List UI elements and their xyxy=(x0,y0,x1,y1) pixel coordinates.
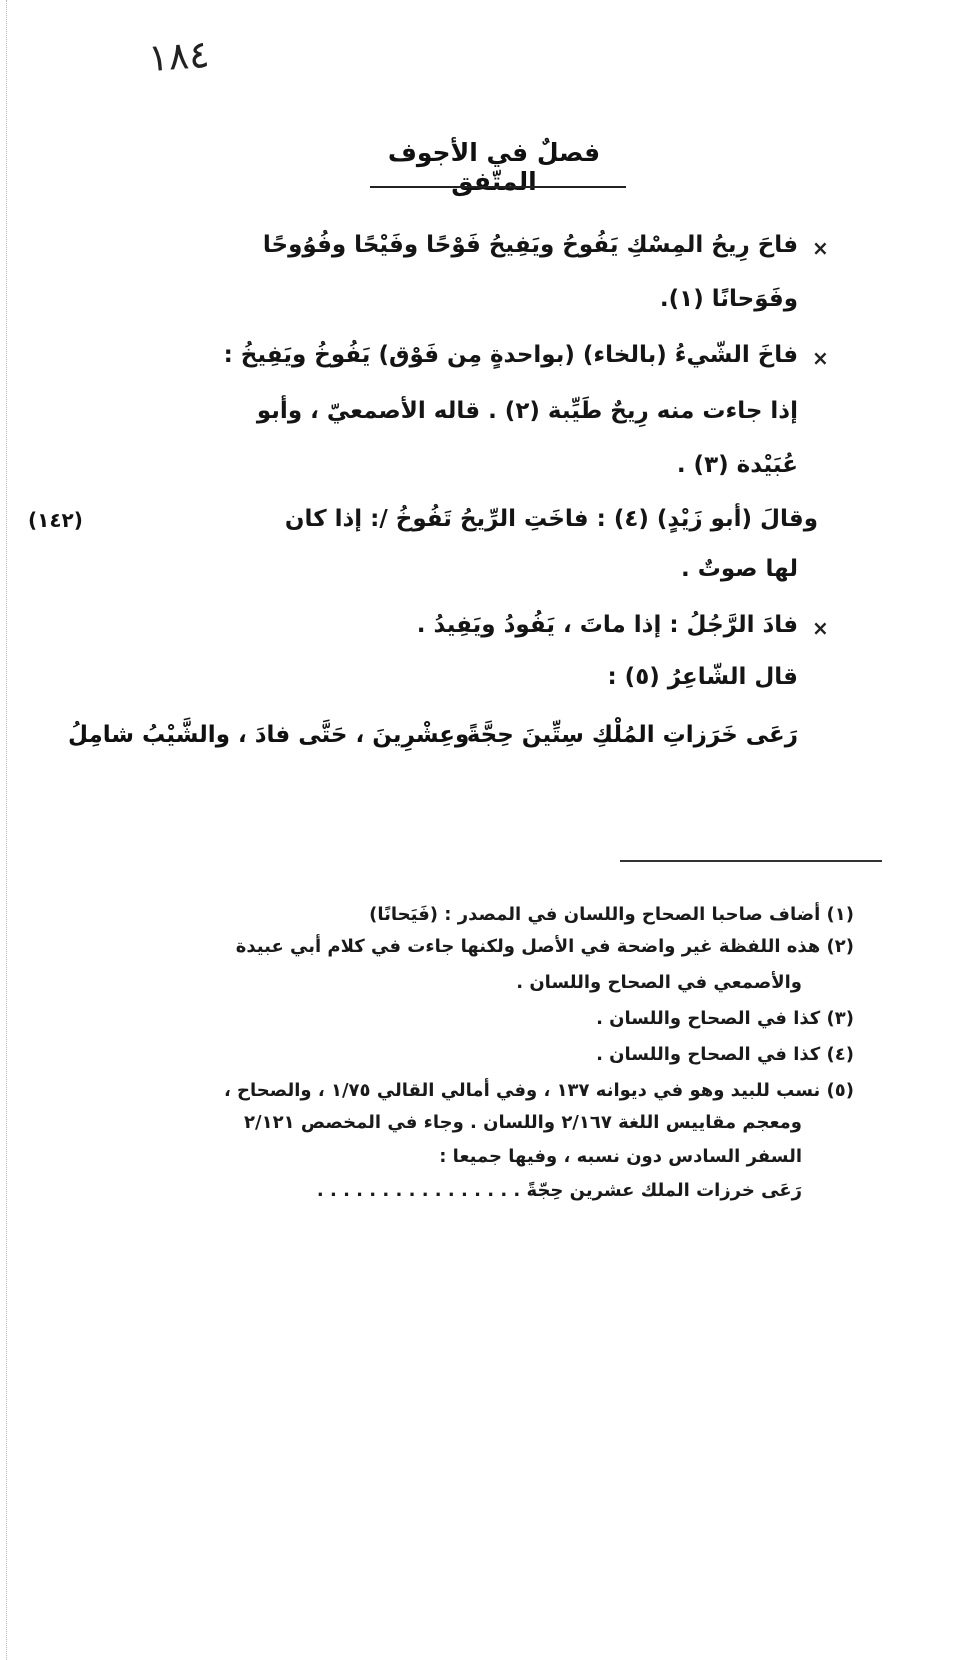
section-heading: فصلٌ في الأجوف المتّفق xyxy=(387,138,601,196)
footnote-5-line-1: (٥) نسب للبيد وهو في ديوانه ١٣٧ ، وفي أمالي القالي ١/٧٥ ، والصحاح ، xyxy=(223,1080,854,1101)
scan-edge-dots xyxy=(6,0,9,1660)
entry-marker: × xyxy=(812,236,829,260)
footnote-4: (٤) كذا في الصحاح واللسان . xyxy=(596,1044,854,1065)
verse-first-hemistich: رَعَى خَرَزاتِ المُلْكِ سِتِّينَ حِجَّةً xyxy=(466,722,798,748)
entry-marker: × xyxy=(812,616,829,640)
entry-2-line-3: عُبَيْدة (٣) . xyxy=(676,452,798,478)
verse-second-hemistich: وعِشْرِينَ ، حَتَّى فادَ ، والشَّيْبُ شامِلُ xyxy=(68,722,470,748)
footnote-separator xyxy=(620,860,882,862)
entry-4-line-1: فادَ الرَّجُلُ : إذا ماتَ ، يَفُودُ ويَفِيدُ . xyxy=(416,612,798,638)
footnote-2-line-1: (٢) هذه اللفظة غير واضحة في الأصل ولكنها جاءت في كلام أبي عبيدة xyxy=(235,936,854,957)
entry-2-line-2: إذا جاءت منه رِيحٌ طَيِّبة (٢) . قاله الأصمعيّ ، وأبو xyxy=(256,398,798,424)
margin-page-reference: (١٤٢) xyxy=(28,508,83,532)
entry-1-line-2: وفَوَحانًا (١). xyxy=(659,286,798,312)
footnote-3: (٣) كذا في الصحاح واللسان . xyxy=(596,1008,854,1029)
entry-2-line-1: فاخَ الشّيءُ (بالخاء) (بواحدةٍ مِن فَوْق) يَفُوخُ ويَفِيخُ : xyxy=(223,342,798,368)
footnote-5-line-4: رَعَى خرزات الملك عشرين حِجّةً . . . . . . . . . . . . . . . . xyxy=(316,1180,802,1201)
entry-3-line-2: لها صوتٌ . xyxy=(681,556,798,582)
page-number: ١٨٤ xyxy=(146,31,211,81)
entry-4-line-2: قال الشّاعِرُ (٥) : xyxy=(607,664,798,690)
footnote-5-line-3: السفر السادس دون نسبه ، وفيها جميعا : xyxy=(439,1146,802,1167)
entry-3-line-1: وقالَ (أبو زَيْدٍ) (٤) : فاخَتِ الرِّيحُ تَفُوخُ /: إذا كان xyxy=(284,506,818,532)
entry-1-line-1: فاحَ رِيحُ المِسْكِ يَفُوحُ ويَفِيحُ فَوْحًا وفَيْحًا وفُوُوحًا xyxy=(262,232,798,258)
footnote-5-line-2: ومعجم مقاييس اللغة ٢/١٦٧ واللسان . وجاء في المخصص ٢/١٢١ xyxy=(244,1112,802,1133)
heading-underline xyxy=(370,186,626,188)
footnote-1: (١) أضاف صاحبا الصحاح واللسان في المصدر : (فَيَحانًا) xyxy=(369,904,854,925)
entry-marker: × xyxy=(812,346,829,370)
footnote-2-line-2: والأصمعي في الصحاح واللسان . xyxy=(516,972,802,993)
